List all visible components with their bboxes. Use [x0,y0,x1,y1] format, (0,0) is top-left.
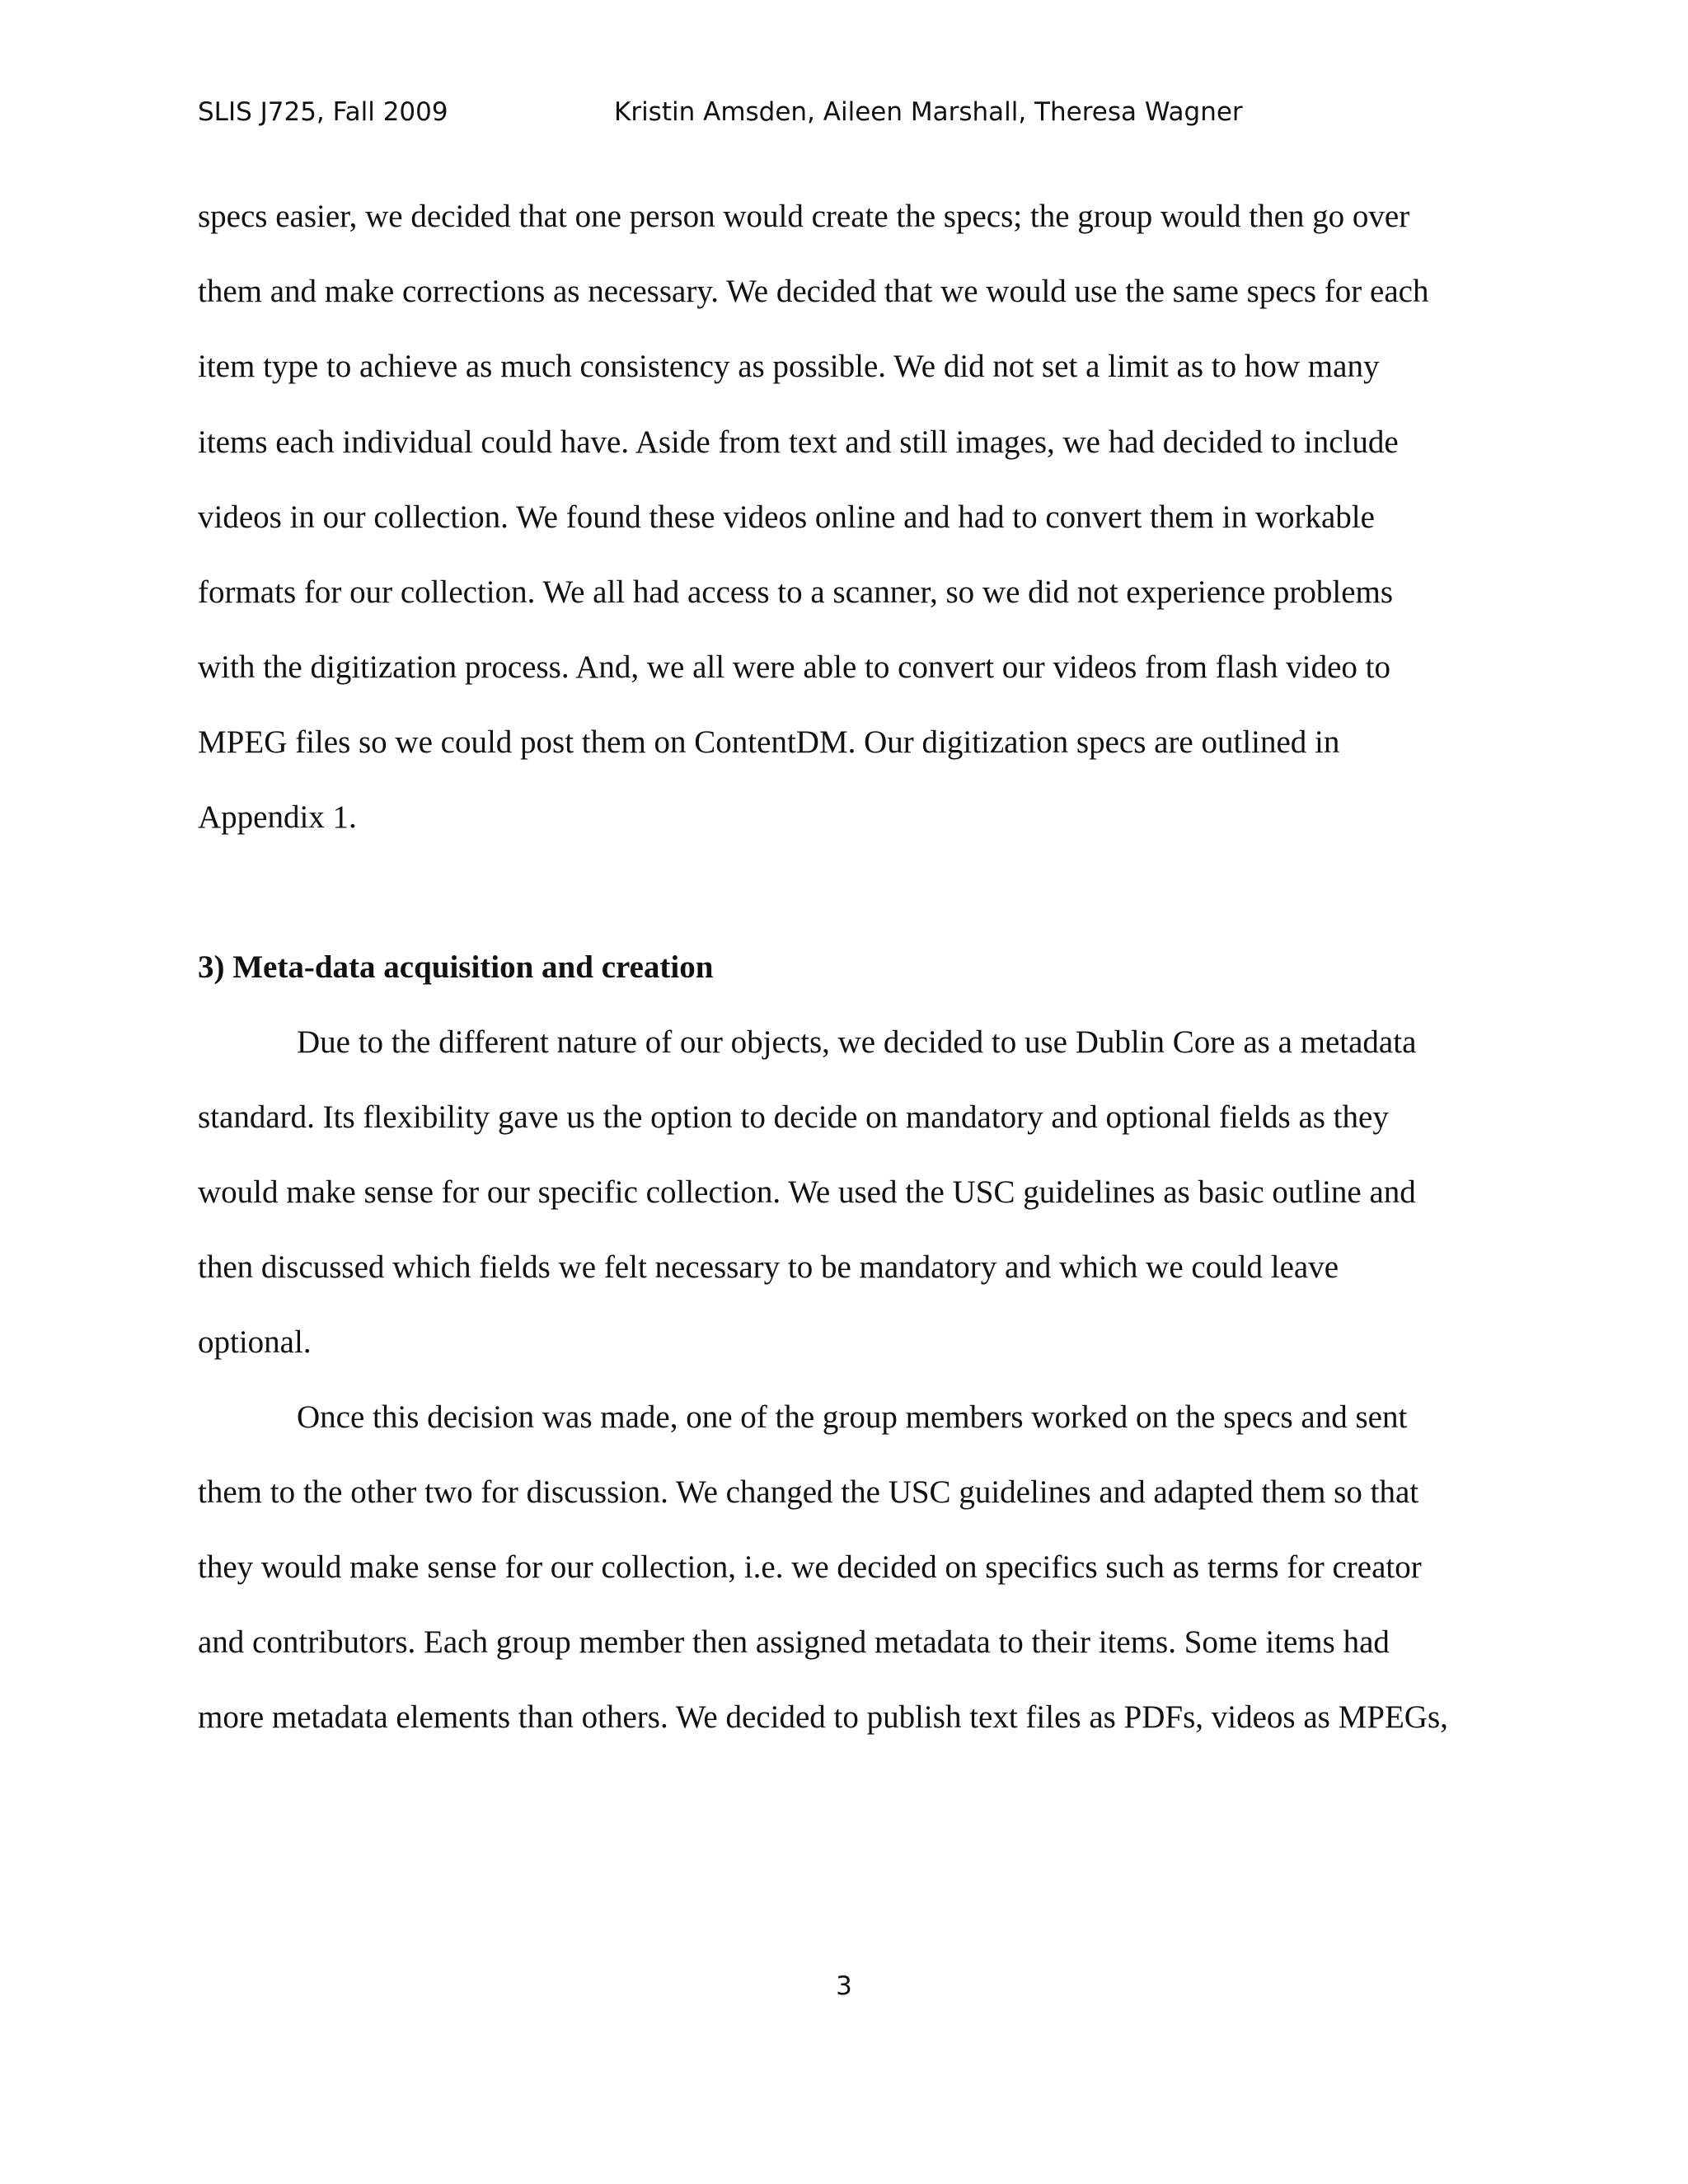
paragraph-line: MPEG files so we could post them on ContentDM. Our digitization specs are outlined in [198,724,1340,760]
paragraph-line: Due to the different nature of our objects, we decided to use Dublin Core as a metadata [297,1024,1417,1060]
paragraph-line: them to the other two for discussion. We changed the USC guidelines and adapted them so that [198,1474,1419,1510]
paragraph-line: standard. Its flexibility gave us the option to decide on mandatory and optional fields as they [198,1099,1389,1135]
paragraph-line: and contributors. Each group member then assigned metadata to their items. Some items had [198,1624,1390,1660]
paragraph-line: item type to achieve as much consistency as possible. We did not set a limit as to how many [198,349,1380,384]
paragraph-line: Once this decision was made, one of the group members worked on the specs and sent [297,1399,1408,1435]
paragraph-line: more metadata elements than others. We decided to publish text files as PDFs, videos as MPEGs, [198,1699,1448,1735]
page-number: 3 [836,1971,852,2001]
paragraph-line: Appendix 1. [198,799,357,835]
paragraph-line: with the digitization process. And, we all were able to convert our videos from flash video to [198,649,1390,685]
header-course: SLIS J725, Fall 2009 [198,97,448,127]
paragraph-line: formats for our collection. We all had access to a scanner, so we did not experience problems [198,574,1394,610]
paragraph-line: would make sense for our specific collection. We used the USC guidelines as basic outline and [198,1174,1416,1210]
header-authors: Kristin Amsden, Aileen Marshall, Theresa Wagner [614,97,1243,127]
section-heading: 3) Meta-data acquisition and creation [198,949,714,985]
paragraph-line: them and make corrections as necessary. We decided that we would use the same specs for each [198,274,1429,309]
paragraph-line: they would make sense for our collection, i.e. we decided on specifics such as terms for creator [198,1549,1422,1585]
paragraph-line: videos in our collection. We found these videos online and had to convert them in workable [198,499,1375,535]
paragraph-line: then discussed which fields we felt necessary to be mandatory and which we could leave [198,1249,1339,1285]
paragraph-line: optional. [198,1324,312,1360]
running-header [198,97,1517,138]
paragraph-line: specs easier, we decided that one person would create the specs; the group would then go over [198,199,1410,234]
paragraph-line: items each individual could have. Aside from text and still images, we had decided to include [198,424,1399,460]
